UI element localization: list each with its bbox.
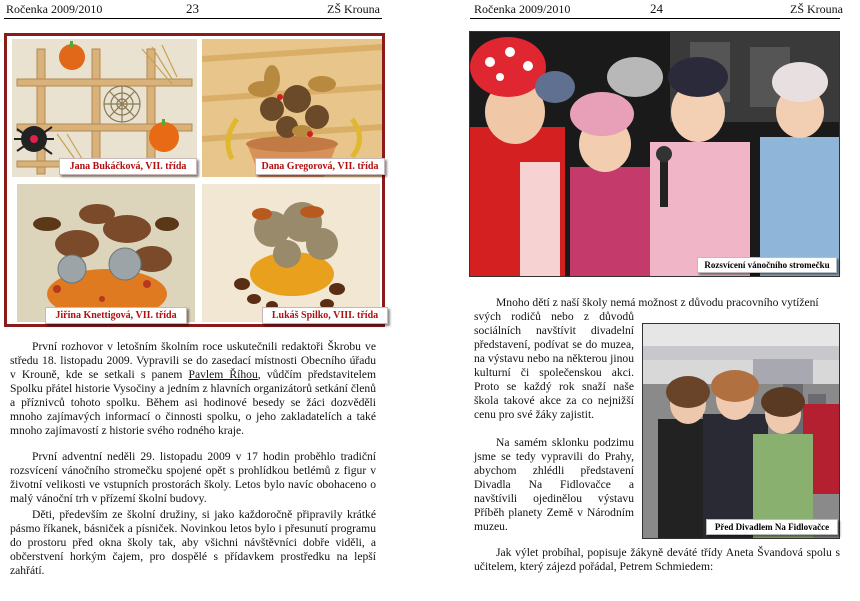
photo-theatre-group [642,323,840,539]
caption-photo-3: Jiřina Knettigová, VII. třída [45,307,187,324]
paragraph-culture: svých rodičů nebo z důvodů sociálních navštívit divadelní představení, podívat se do muzea, na výstavu nebo na některou jinou kulturní či společenskou akci. Proto se každý rok snaží naše škola takové akce za co nejnižší cenu pro své žáky zajistit. [474,310,634,421]
photo-collage [4,33,385,327]
photo-straw-craft [12,39,197,177]
header-rule-right [470,18,840,19]
paragraph-advent: První adventní neděli 29. listopadu 2009 v 17 hodin proběhlo tradiční rozsvícení vánočního stromečku spojené opět s prohlídkou betlémů z figur v životní velikosti ve vstupních prostorách školy. Letos bylo navíc obohaceno o malý vánoční trh v přízemí školní budovy. [10,450,376,505]
caption-photo-1: Jana Bukáčková, VII. třída [59,158,197,175]
page-number-left: 23 [186,1,199,16]
header-title-left: Ročenka 2009/2010 [6,2,103,16]
header-title-right: Ročenka 2009/2010 [474,2,571,16]
person-name-link: Pavlem Říhou [188,368,258,381]
paragraph-interview-part1: První rozhovor v letošním školním roce uskutečnili redaktoři Škrobu ve středu 18. listopadu 2009. Vypravili se do zasedací místnosti Obecního úřadu v Krouně, kde se setkali s panem [10,340,376,381]
paragraph-program: Děti, především ze školní družiny, si jako každoročně připravily krátké pásmo říkanek, básniček a písniček. Novinkou letos bylo i přesunutí programu do prostoru před okna školy tak, aby všichni návštěvníci dobře viděli, a občerstvení horkým čajem, pro dospělé s přídavkem prostředku na lepší zahřátí. [10,508,376,577]
paragraph-prague-trip: Na samém sklonku podzimu jsme se tedy vypravili do Prahy, abychom zhlédli představení Divadla Na Fidlovačce a navštívili ojedinělou výstavu Příběh planety Země v Národním muzeu. [474,436,634,533]
paragraph-trip-description: Jak výlet probíhal, popisuje žákyně deváté třídy Aneta Švandová spolu s učitelem, který zájezd pořádal, Petrem Schmiedem: [474,546,840,573]
photo-leaf-pumpkin [17,184,195,322]
header-school-left: ZŠ Krouna [327,2,380,16]
paragraph-culture-first-line: Mnoho dětí z naší školy nemá možnost z důvodu pracovního vytížení [496,296,819,309]
photo-children-tree-lighting [469,31,840,277]
caption-photo-4: Lukáš Spilko, VIII. třída [262,307,388,324]
header-rule-left [4,18,382,19]
header-school-right: ZŠ Krouna [790,2,843,16]
paragraph-interview [10,340,376,438]
page-number-right: 24 [650,1,663,16]
caption-photo-2: Dana Gregorová, VII. třída [255,158,385,175]
caption-theatre: Před Divadlem Na Fidlovačce [706,519,838,535]
caption-tree-lighting: Rozsvícení vánočního stromečku [697,257,837,273]
photo-chestnut-pumpkin [202,184,380,322]
paragraph-interview-part2: , vůdčím představitelem Spolku přátel historie Vysočiny a jedním z hlavních organizátorů setkání členů a příznivců tohoto spolku. Během asi hodinové besedy se žáci dozvěděli mnoho zajímavých informací o činnosti spolku, o jeho zakladatelích a také mnoho zajímavostí z historie svého rodného kraje. [10,368,376,437]
photo-nut-arrangement [202,39,382,177]
